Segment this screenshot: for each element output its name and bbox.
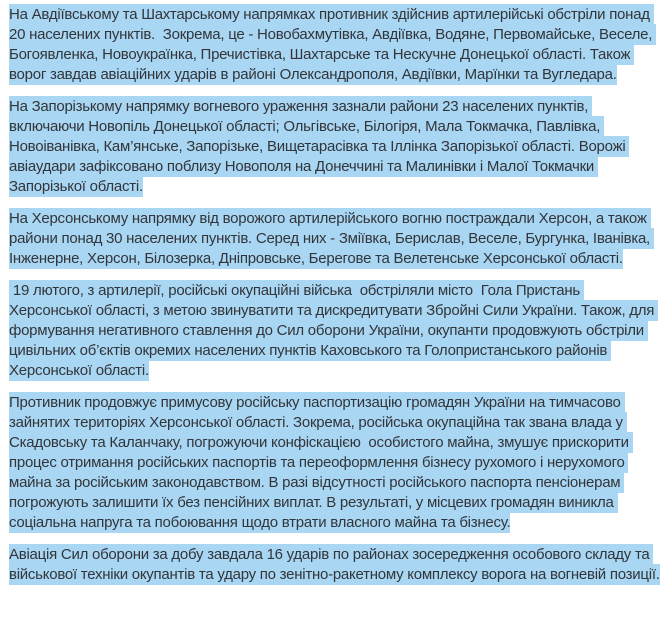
paragraph-zaporizhzhia-direction [9,97,662,197]
selected-text: На Авдіївському та Шахтарському напрямках противник здійснив артилерійські обстріли понад 20 населених пунктів. Зокрема, це - Новобахмутівка, Авдіївка, Водяне, Первомайське, Веселе, Богоявленка, Новоукраїнка, Пречистівка, Шахтарське та Нескучне Донецької області. Також ворог завдав авіаційних ударів в районі Олександрополя, Авдіївки, Марїнки та Вугледара. [9,6,657,83]
paragraph-defense-aviation-strikes [9,545,662,585]
selected-text: На Запорізькому напрямку вогневого ураження зазнали райони 23 населених пунктів, включаючи Новопіль Донецької області; Ольгівське, Білогіря, Мала Токмачка, Павлівка, Новоіванівка, Кам’янське, Запорізьке, Вищетарасівка та Іллінка Запорізької області. Ворожі авіаудари зафіксовано поблизу Новополя на Донеччині та Малинівки і Малої Токмачки Запорізької області. [9,98,630,195]
selected-text: Авіація Сил оборони за добу завдала 16 ударів по районах зосередження особового складу та військової техніки окупантів та удару по зенітно-ракетному комплексу ворога на вогневій позиції. [9,546,660,583]
selected-text: Противник продовжує примусову російську паспортизацію громадян України на тимчасово зайнятих територіях Херсонської області. Зокрема, російська окупаційна так звана влада у Скадовську та Каланчаку, погрожуючи конфіскацією особистого майна, змушує прискорити процес отримання російських паспортів та переоформлення бізнесу рухомого і нерухомого майна за російським законодавством. В разі відсутності російського паспорта пенсіонерам погрожують залишити їх без пенсійних виплат. В результаті, у місцевих громадян виникла соціальна напруга та побоювання щодо втрати власного майна та бізнесу. [9,394,633,531]
selected-text: На Херсонському напрямку від ворожого артилерійського вогню постраждали Херсон, а також райони понад 30 населених пунктів. Серед них - Зміївка, Берислав, Веселе, Бургунка, Іванівка, Інженерне, Херсон, Білозерка, Дніпровське, Берегове та Велетенське Херсонської області. [9,210,654,267]
paragraph-passportization [9,393,662,533]
paragraph-kherson-direction [9,209,662,269]
paragraph-hola-prystan-shelling [9,281,662,381]
paragraph-avdiivka-shakhtarske-direction [9,5,662,85]
selected-text: 19 лютого, з артилерії, російські окупаційні війська обстріляли місто Гола Пристань Херсонської області, з метою звинуватити та дискредитувати Збройні Сили України. Також, для формування негативного ставлення до Сил оборони України, окупанти продовжують обстріли цивільних об’єктів окремих населених пунктів Каховського та Голопристанського районів Херсонської області. [9,282,659,379]
